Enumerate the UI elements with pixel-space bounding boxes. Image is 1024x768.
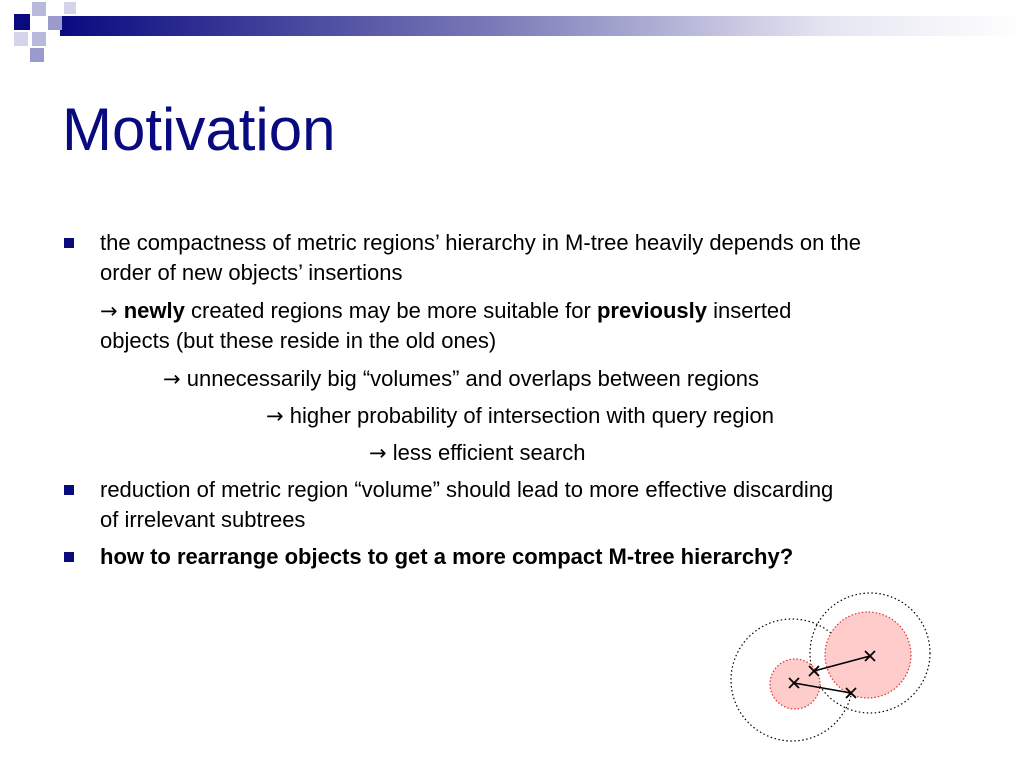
consequence-text: created regions may be more suitable for xyxy=(184,298,597,323)
consequence-text: less efficient search xyxy=(392,440,586,465)
arrow-icon: → xyxy=(266,404,284,428)
page-title: Motivation xyxy=(62,96,336,163)
consequence-text: unnecessarily big “volumes” and overlaps between regions xyxy=(186,366,760,391)
consequence-level-4 xyxy=(369,440,586,466)
bullet-marker xyxy=(64,552,74,562)
header-square xyxy=(32,2,46,16)
consequence-text: inserted xyxy=(707,298,792,323)
bullet-marker xyxy=(64,485,74,495)
consequence-text: higher probability of intersection with query region xyxy=(289,403,775,428)
metric-regions-diagram xyxy=(725,585,940,755)
header-square xyxy=(30,48,44,62)
header-square xyxy=(14,14,30,30)
arrow-icon: → xyxy=(369,441,387,465)
emphasis-newly: newly xyxy=(123,298,185,323)
bullet-marker xyxy=(64,238,74,248)
arrow-icon: → xyxy=(163,367,181,391)
consequence-level-3 xyxy=(266,403,774,429)
bullet-2-line-2: of irrelevant subtrees xyxy=(100,507,306,532)
bullet-3-line-1: how to rearrange objects to get a more compact M-tree hierarchy? xyxy=(100,544,794,569)
bullet-2-line-1: reduction of metric region “volume” should lead to more effective discarding xyxy=(100,477,834,502)
arrow-icon: → xyxy=(100,299,118,323)
consequence-level-2 xyxy=(163,366,759,392)
consequence-line-1 xyxy=(100,298,791,324)
header-square xyxy=(64,2,76,14)
header-square xyxy=(32,32,46,46)
emphasis-previously: previously xyxy=(596,298,708,323)
header-decoration xyxy=(0,0,1024,70)
bullet-1-line-2: order of new objects’ insertions xyxy=(100,260,403,285)
bullet-1-line-1: the compactness of metric regions’ hierarchy in M-tree heavily depends on the xyxy=(100,230,862,255)
header-square xyxy=(48,16,62,30)
header-square xyxy=(14,32,28,46)
header-gradient-bar xyxy=(60,16,1024,36)
consequence-line-2: objects (but these reside in the old ones) xyxy=(100,328,497,353)
